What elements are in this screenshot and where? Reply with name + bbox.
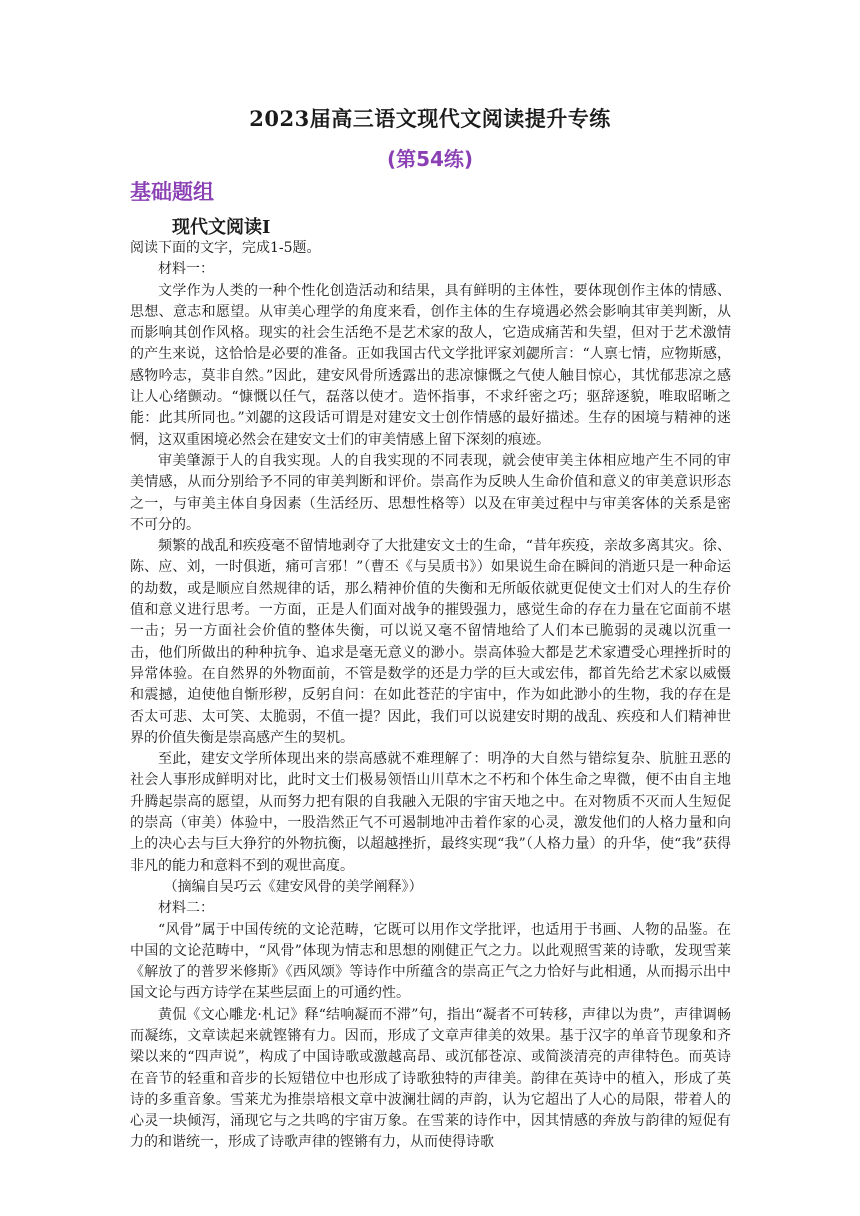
exercise-number: (第54练) <box>386 147 474 171</box>
instruction: 阅读下面的文字，完成1-5题。 <box>130 240 321 256</box>
paragraph: 审美肇源于人的自我实现。人的自我实现的不同表现，就会使审美主体相应地产生不同的审美情感，从而分别给予不同的审美判断和评价。崇高作为反映人生命价值和意义的审美意识形态之一，与审美主体自身因素（生活经历、思想性格等）以及在审美过程中与审美客体的关系是密不可分的。 <box>130 452 731 533</box>
material-label: 材料一： <box>158 261 214 278</box>
document-title: 2023届高三语文现代文阅读提升专练 <box>249 106 611 131</box>
paragraph: 黄侃《文心雕龙·札记》释“结响凝而不滞”句，指出“凝者不可转移，声律以为贵”，声律调畅而凝练，文章读起来就铿锵有力。因而，形成了文章声律美的效果。基于汉字的单音节现象和齐梁以来的“四声说”，构成了中国诗歌或激越高昂、或沉郁苍凉、或简淡清亮的声律特色。而英诗在音节的轻重和音步的长短错位中也形成了诗歌独特的声律美。韵律在英诗中的植入，形成了英诗的多重音象。雪莱尤为推崇培根文章中波澜壮阔的声韵，认为它超出了人心的局限，带着人的心灵一块倾泻，涌现它与之共鸣的宇宙万象。在雪莱的诗作中，因其情感的奔放与韵律的短促有力的和谐统一，形成了诗歌声律的铿锵有力，从而使得诗歌 <box>130 1006 731 1151</box>
reading-heading: 现代文阅读Ⅰ <box>172 217 271 238</box>
paragraph: 至此，建安文学所体现出来的崇高感就不难理解了：明净的大自然与错综复杂、肮脏丑恶的社会人事形成鲜明对比，此时文士们极易领悟山川草木之不朽和个体生命之卑微，便不由自主地升腾起崇高的愿望，从而努力把有限的自我融入无限的宇宙天地之中。在对物质不灭而人生短促的崇高（审美）体验中，一股浩然正气不可遏制地冲击着作家的心灵，激发他们的人格力量和向上的决心去与巨大狰狞的外物抗衡，以超越挫折，最终实现“我”（人格力量）的升华，使“我”获得非凡的能力和意料不到的观世高度。 <box>130 751 731 874</box>
paragraph: “风骨”属于中国传统的文论范畴，它既可以用作文学批评，也适用于书画、人物的品鉴。在中国的文论范畴中，“风骨”体现为情志和思想的刚健正气之力。以此观照雪莱的诗歌，发现雪莱《解放了的普罗米修斯》《西风颂》等诗作中所蕴含的崇高正气之力恰好与此相通，从而揭示出中国文论与西方诗学在某些层面上的可通约性。 <box>130 921 731 1002</box>
section-heading: 基础题组 <box>130 180 214 204</box>
source-citation: （摘编自吴巧云《建安风骨的美学阐释》） <box>163 878 423 895</box>
material-label: 材料二： <box>158 900 214 917</box>
passage-body <box>130 238 731 1154</box>
paragraph: 文学作为人类的一种个性化创造活动和结果，具有鲜明的主体性，要体现创作主体的情感、思想、意志和愿望。从审美心理学的角度来看，创作主体的生存境遇必然会影响其审美判断，从而影响其创作风格。现实的社会生活绝不是艺术家的敌人，它造成痛苦和失望，但对于艺术激情的产生来说，这恰恰是必要的准备。正如我国古代文学批评家刘勰所言：“人禀七情，应物斯感，感物吟志，莫非自然。”因此，建安风骨所透露出的悲凉慷慨之气使人触目惊心，其忧郁悲凉之感让人心绪颤动。“慷慨以任气，磊落以使才。造怀指事，不求纤密之巧；驱辞逐貌，唯取昭晰之能：此其所同也。”刘勰的这段话可谓是对建安文士创作情感的最好描述。生存的困境与精神的迷惘，这双重困境必然会在建安文士们的审美情感上留下深刻的痕迹。 <box>130 282 731 448</box>
paragraph: 频繁的战乱和疾疫毫不留情地剥夺了大批建安文士的生命，“昔年疾疫，亲故多离其灾。徐、陈、应、刘，一时俱逝，痛可言邪！”（曹丕《与吴质书》）如果说生命在瞬间的消逝只是一种命运的劫数，或是顺应自然规律的话，那么精神价值的失衡和无所皈依就更促使文士们对人的生存价值和意义进行思考。一方面，正是人们面对战争的摧毁强力，感觉生命的存在力量在它面前不堪一击；另一方面社会价值的整体失衡，可以说又毫不留情地给了人们本已脆弱的灵魂以沉重一击，他们所做出的种种抗争、追求是毫无意义的渺小。崇高体验大都是艺术家遭受心理挫折时的异常体验。在自然界的外物面前，不管是数学的还是力学的巨大或宏伟，都首先给艺术家以威慑和震撼，迫使他自惭形秽，反躬自问：在如此苍茫的宇宙中，作为如此渺小的生物，我的存在是否太可悲、太可笑、太脆弱，不值一提？因此，我们可以说建安时期的战乱、疾疫和人们精神世界的价值失衡是崇高感产生的契机。 <box>130 538 731 746</box>
